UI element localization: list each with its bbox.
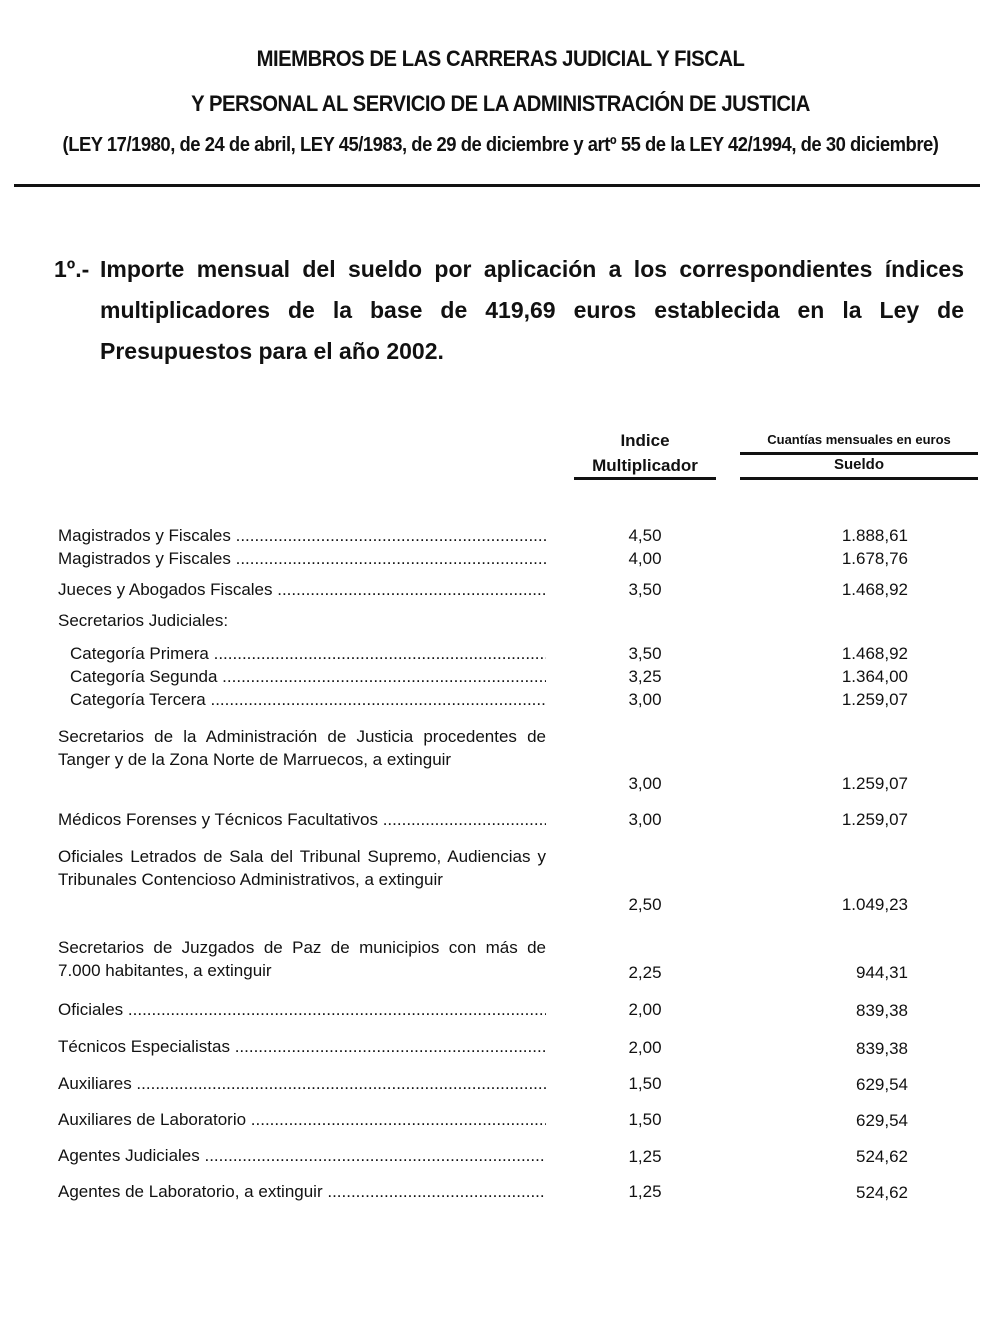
table-row-indice: 1,50 (628, 1110, 662, 1129)
table-row-indice: 3,00 (628, 810, 662, 829)
sueldo-header-underline (740, 477, 978, 480)
table-row-label: Categoría Tercera ..... (70, 688, 546, 711)
table-row-label: Categoría Primera ..... (70, 642, 546, 665)
table-row-sueldo: 1.678,76 (841, 549, 908, 568)
table-row-label: Magistrados y Fiscales ..... (58, 547, 546, 570)
table-row-sueldo: 839,38 (856, 1039, 908, 1058)
table-row-indice: 1,25 (628, 1182, 662, 1201)
table-row-indice: 1,25 (628, 1147, 662, 1166)
table-row-indice: 1,50 (628, 1074, 662, 1093)
indice-header-line-1: Indice (620, 431, 670, 450)
table-row-sueldo: 1.259,07 (841, 690, 908, 709)
table-row-indice: 2,50 (628, 895, 662, 914)
legal-reference: (LEY 17/1980, de 24 de abril, LEY 45/1983, de 29 de diciembre y artº 55 de la LEY 42/1994, de 30 diciembre) (62, 134, 939, 156)
table-row-indice: 3,50 (628, 580, 662, 599)
table-row-indice: 3,25 (628, 667, 662, 686)
table-row-label: Auxiliares ..... (58, 1072, 546, 1095)
table-row-sueldo: 629,54 (856, 1075, 908, 1094)
header-divider (14, 184, 980, 187)
table-row-label: Categoría Segunda ..... (70, 665, 546, 688)
table-row-indice: 2,00 (628, 1038, 662, 1057)
table-row-label: Secretarios de Juzgados de Paz de municipios con más de 7.000 habitantes, a extinguir (58, 938, 546, 980)
section-number: 1º.- (54, 256, 90, 282)
table-row-indice: 2,25 (628, 963, 662, 982)
table-row-sueldo: 629,54 (856, 1111, 908, 1130)
table-row-sueldo: 1.888,61 (841, 526, 908, 545)
table-row-label: Secretarios de la Administración de Justicia procedentes de Tanger y de la Zona Norte de Marruecos, a extinguir (58, 727, 546, 769)
document-title-line-2: Y PERSONAL AL SERVICIO DE LA ADMINISTRACIÓN DE JUSTICIA (191, 91, 810, 116)
indice-column-header (574, 428, 716, 478)
table-row-sueldo: 944,31 (856, 963, 908, 982)
table-row-label: Médicos Forenses y Técnicos Facultativos ..... (58, 808, 546, 831)
table-row-indice: 3,00 (628, 690, 662, 709)
table-row-sueldo: 1.259,07 (841, 774, 908, 793)
table-row-indice: 4,00 (628, 549, 662, 568)
section-description: Importe mensual del sueldo por aplicación a los correspondientes índices multiplicadores de la base de 419,69 euros establecida en la Ley de Presupuestos para el año 2002. (100, 256, 964, 364)
cuantias-header-underline (740, 452, 978, 455)
table-row-label: Oficiales Letrados de Sala del Tribunal Supremo, Audiencias y Tribunales Contencioso Administrativos, a extinguir (58, 847, 546, 889)
table-row-sueldo: 1.259,07 (841, 810, 908, 829)
indice-header-line-2: Multiplicador (592, 456, 698, 475)
table-row-indice: 3,00 (628, 774, 662, 793)
table-row-label: Magistrados y Fiscales ..... (58, 524, 546, 547)
table-row-label: Técnicos Especialistas ..... (58, 1035, 546, 1058)
indice-header-underline (574, 477, 716, 480)
table-row-sueldo: 524,62 (856, 1183, 908, 1202)
table-row-label: Oficiales ..... (58, 998, 546, 1021)
table-row-sueldo: 839,38 (856, 1001, 908, 1020)
table-row-label: Agentes de Laboratorio, a extinguir ..... (58, 1180, 546, 1203)
table-row-indice: 2,00 (628, 1000, 662, 1019)
cuantias-column-header: Cuantías mensuales en euros (767, 432, 951, 447)
table-row-label: Auxiliares de Laboratorio ..... (58, 1108, 546, 1131)
table-row-label: Agentes Judiciales ..... (58, 1144, 546, 1167)
table-group-heading: Secretarios Judiciales: (58, 611, 229, 630)
table-row-sueldo: 1.468,92 (841, 580, 908, 599)
table-row-sueldo: 1.049,23 (841, 895, 908, 914)
table-row-indice: 3,50 (628, 644, 662, 663)
table-row-indice: 4,50 (628, 526, 662, 545)
table-row-label: Jueces y Abogados Fiscales ..... (58, 578, 546, 601)
table-row-sueldo: 1.364,00 (841, 667, 908, 686)
table-row-sueldo: 1.468,92 (841, 644, 908, 663)
sueldo-column-header: Sueldo (833, 456, 884, 473)
table-row-sueldo: 524,62 (856, 1147, 908, 1166)
document-title-line-1: MIEMBROS DE LAS CARRERAS JUDICIAL Y FISCAL (256, 46, 745, 71)
